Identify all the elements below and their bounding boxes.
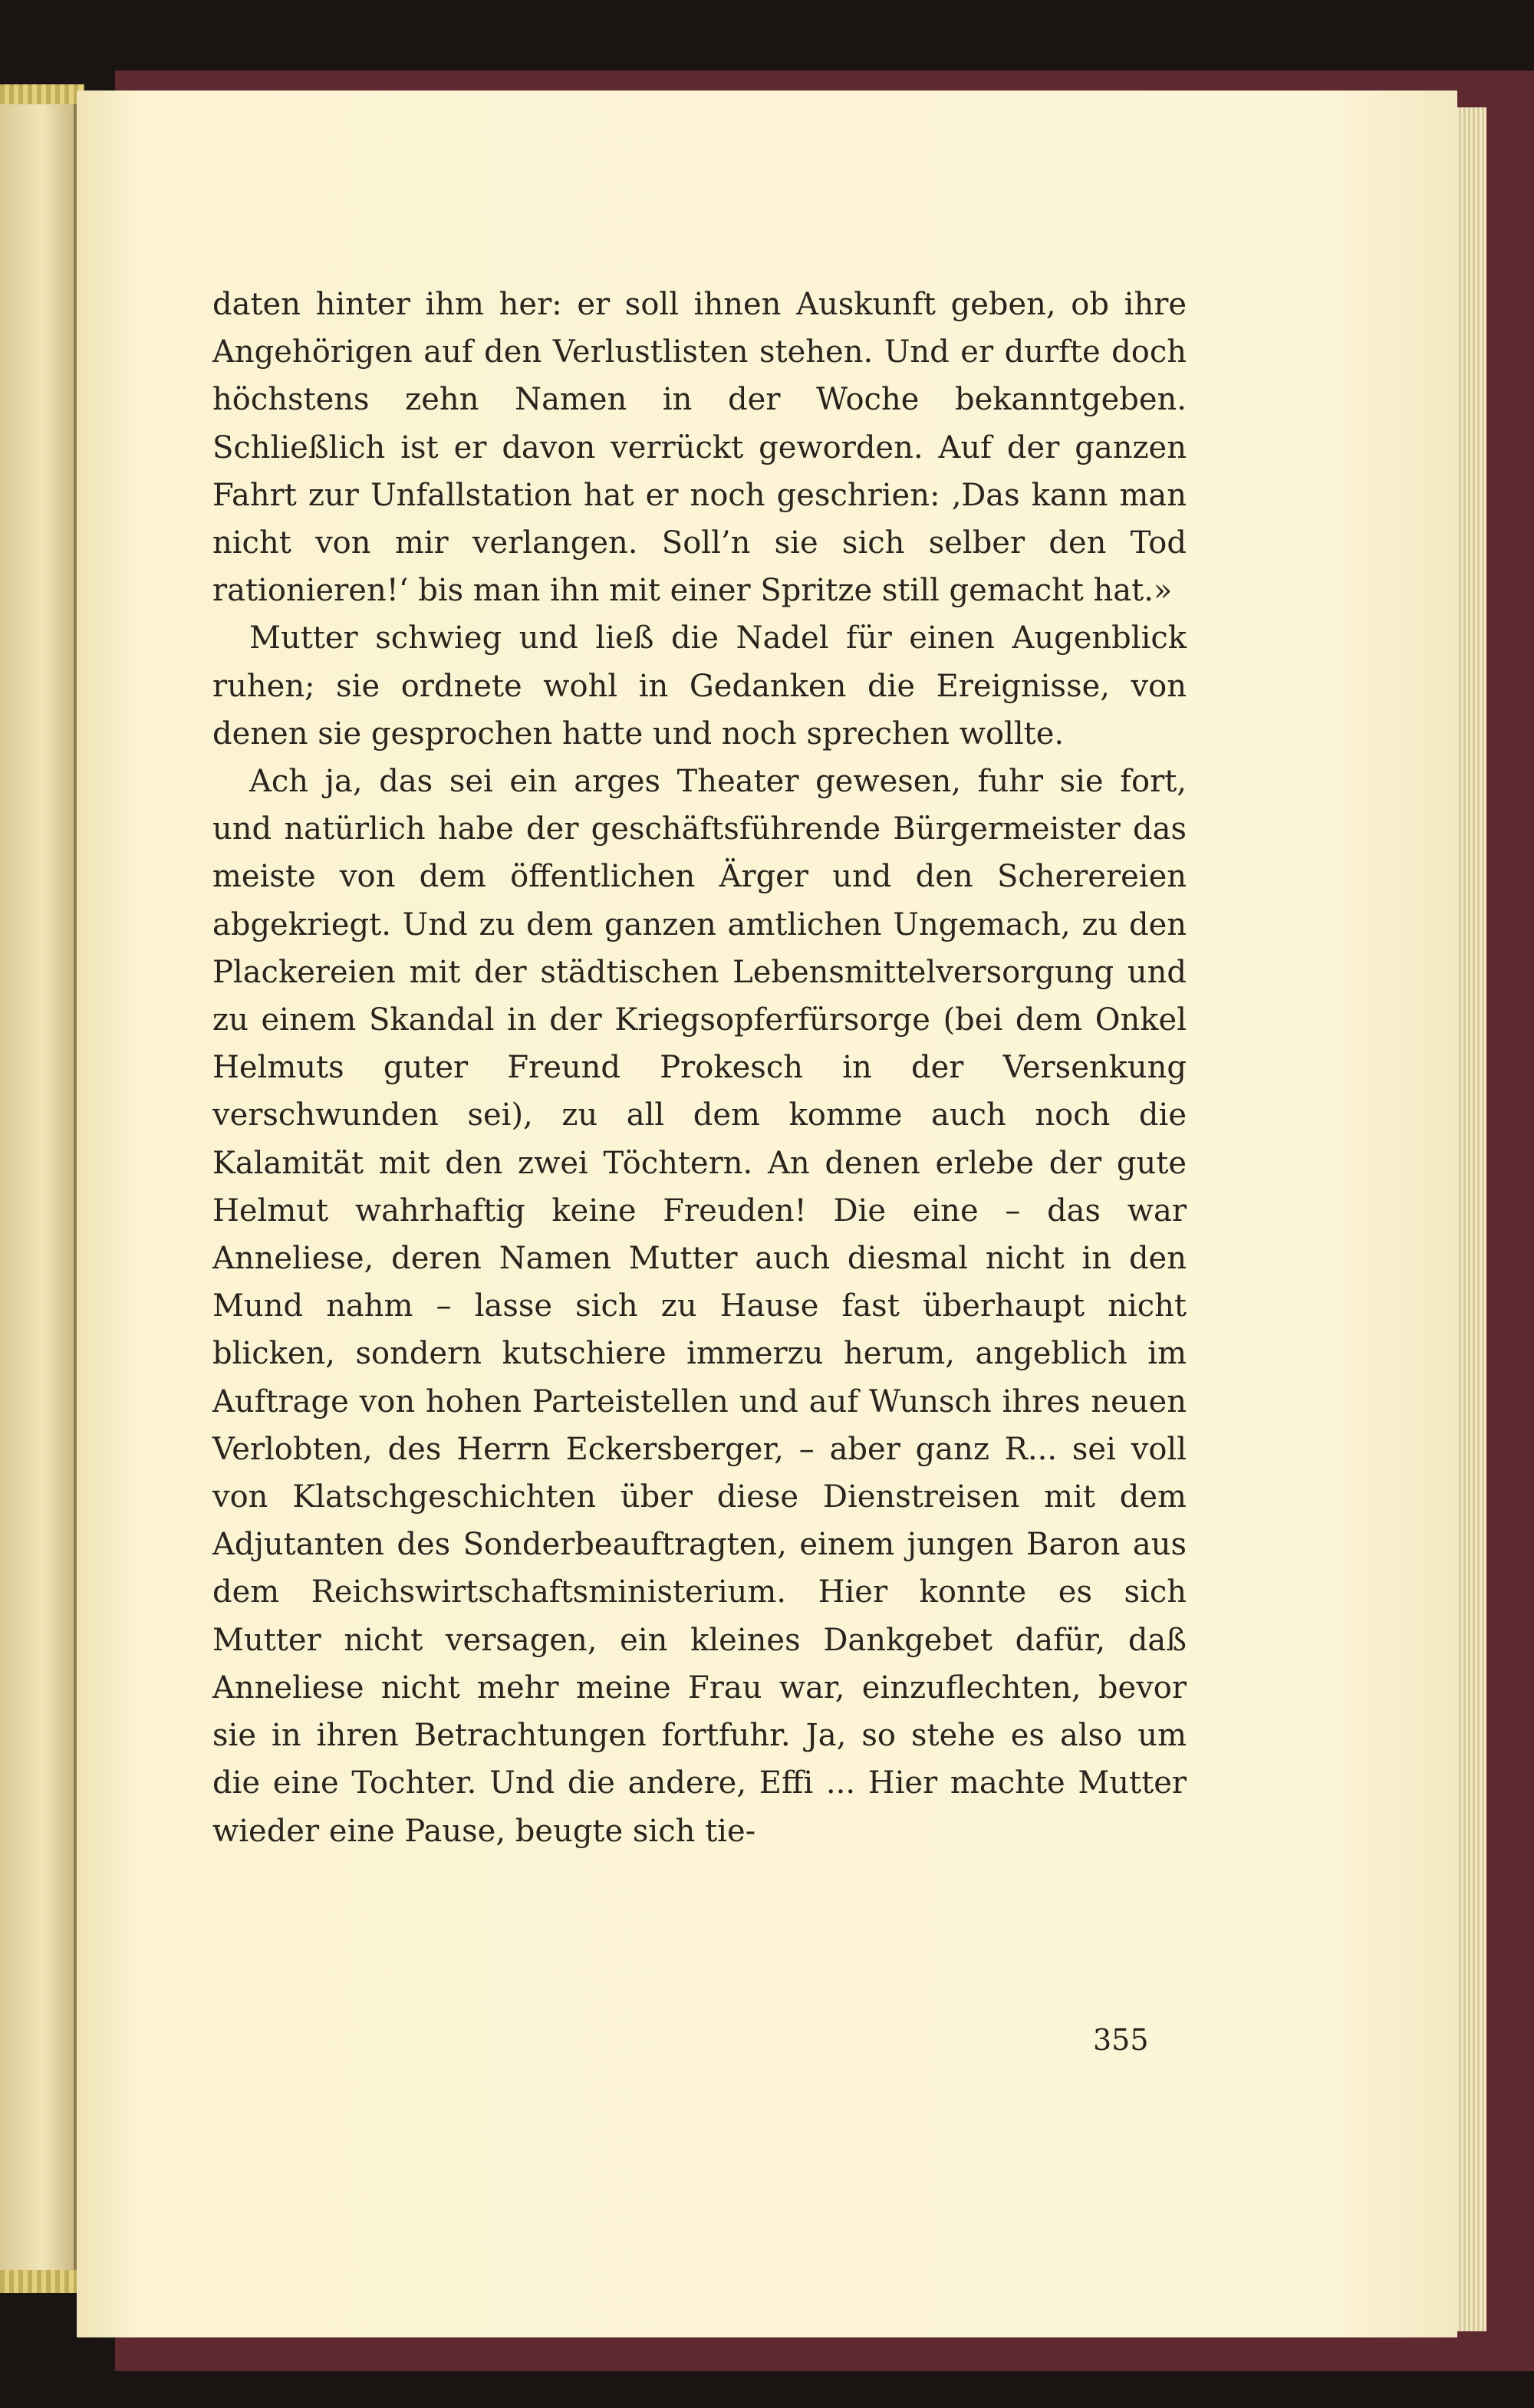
page-number: 355 — [1093, 2023, 1149, 2057]
headband-bottom — [0, 2270, 84, 2293]
headband-top — [0, 84, 84, 104]
paragraph-2: Mutter schwieg und ließ die Nadel für einen Augenblick ruhen; sie ordnete wohl in Gedanken die Ereignisse, von denen sie gesprochen hatte und noch sprechen wollte. — [212, 620, 1187, 752]
body-text — [212, 281, 1187, 1855]
previous-page-edge — [0, 92, 77, 2285]
paragraph-3: Ach ja, das sei ein arges Theater gewesen, fuhr sie fort, und natürlich habe der geschäftsführende Bürgermeister das meiste von dem öffentlichen Ärger und den Scherereien abgekriegt. Und zu dem ganzen amtlichen Ungemach, zu den Plackereien mit der städtischen Lebensmittelversorgung und zu einem Skandal in der Kriegsopferfürsorge (bei dem Onkel Helmuts guter Freund Prokesch in der Versenkung verschwunden sei), zu all dem komme auch noch die Kalamität mit den zwei Töchtern. An denen erlebe der gute Helmut wahrhaftig keine Freuden! Die eine – das war Anneliese, deren Namen Mutter auch diesmal nicht in den Mund nahm – lasse sich zu Hause fast überhaupt nicht blicken, sondern kutschiere immerzu herum, angeblich im Auftrage von hohen Parteistellen und auf Wunsch ihres neuen Verlobten, des Herrn Eckersberger, – aber ganz R... sei voll von Klatschgeschichten über diese Dienstreisen mit dem Adjutanten des Sonderbeauftragten, einem jungen Baron aus dem Reichswirtschaftsministerium. Hier konnte es sich Mutter nicht versagen, ein kleines Dankgebet dafür, daß Anneliese nicht mehr meine Frau war, einzuflechten, bevor sie in ihren Betrachtungen fortfuhr. Ja, so stehe es also um die eine Tochter. Und die andere, Effi ... Hier machte Mutter wieder eine Pause, beugte sich tie- — [212, 764, 1187, 1849]
paragraph-1: daten hinter ihm her: er soll ihnen Auskunft geben, ob ihre Angehörigen auf den Verlustlisten stehen. Und er durfte doch höchstens zehn Namen in der Woche bekanntgeben. Schließlich ist er davon verrückt geworden. Auf der ganzen Fahrt zur Unfallstation hat er noch geschrien: ‚Das kann man nicht von mir verlangen. Soll’n sie sich selber den Tod rationieren!‘ bis man ihn mit einer Spritze still gemacht hat.» — [212, 287, 1187, 609]
